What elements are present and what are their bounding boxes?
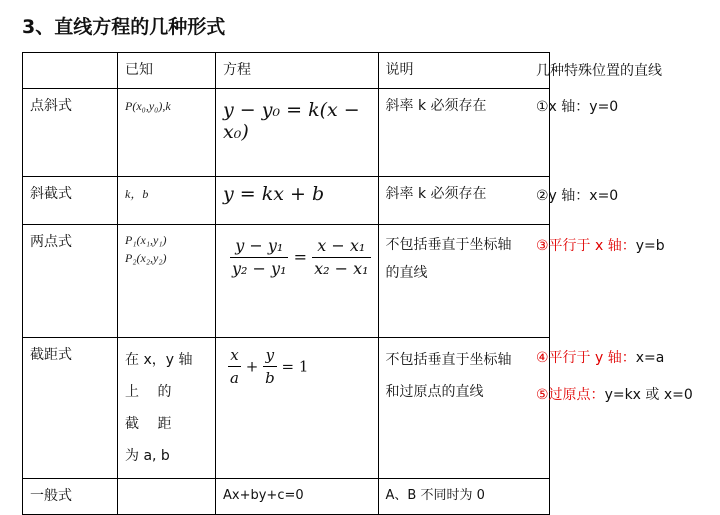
special-item-y-axis: ②y 轴：x=0: [536, 188, 619, 204]
table-row: [23, 177, 550, 225]
row-note: A、B 不同时为 0: [378, 479, 549, 515]
row-known: k，b: [118, 177, 216, 225]
row-equation: y = kx + b: [216, 177, 379, 225]
row-name: 点斜式: [23, 89, 118, 177]
two-point-right-fraction: $\frac{\text{x − x₁}}{\text{x₂ − x₁}}$: [314, 236, 369, 278]
known-point-1: P₁(x₁,y₁): [125, 233, 167, 247]
header-empty: [23, 53, 118, 89]
header-equation: 方程: [216, 53, 379, 89]
row-equation: Ax+by+c=0: [216, 479, 379, 515]
table-row: [23, 338, 550, 479]
row-equation: $\frac{\text{y − y₁}}{\text{y₂ − y₁}}$ = $\frac{\text{x − x₁}}{\text{x₂ − x₁}}$: [216, 225, 379, 338]
row-note: 不包括垂直于坐标轴 的直线: [378, 225, 549, 338]
row-known: 在 x，y 轴 上 的 截 距 为 a, b: [118, 338, 216, 479]
row-note: 斜率 k 必须存在: [378, 89, 549, 177]
header-known: 已知: [118, 53, 216, 89]
line-equation-table: [22, 52, 550, 515]
section-title: 3、直线方程的几种形式: [22, 16, 226, 38]
two-point-left-fraction: $\frac{\text{y − y₁}}{\text{y₂ − y₁}}$: [232, 236, 287, 278]
special-item-parallel-x: ③平行于 x 轴：y=b: [536, 238, 665, 254]
table-row: [23, 225, 550, 338]
row-name: 截距式: [23, 338, 118, 479]
intercept-y-fraction: $\frac{y}{b}$: [265, 346, 275, 387]
row-name: 斜截式: [23, 177, 118, 225]
row-note: 斜率 k 必须存在: [378, 177, 549, 225]
row-name: 两点式: [23, 225, 118, 338]
row-equation: $\frac{x}{a}$ + $\frac{y}{b}$ = 1: [216, 338, 379, 479]
row-known: P(x₀,y₀),k: [118, 89, 216, 177]
table-row: [23, 89, 550, 177]
known-point-2: P₂(x₂,y₂): [125, 251, 167, 265]
row-name: 一般式: [23, 479, 118, 515]
row-known: [118, 225, 216, 338]
special-item-parallel-y: ④平行于 y 轴：x=a: [536, 350, 665, 366]
row-note: 不包括垂直于坐标轴 和过原点的直线: [378, 338, 549, 479]
intercept-x-fraction: $\frac{x}{a}$: [230, 346, 239, 387]
special-item-x-axis: ①x 轴：y=0: [536, 99, 619, 115]
special-item-origin: ⑤过原点：y=kx 或 x=0: [536, 387, 693, 403]
header-note: 说明: [378, 53, 549, 89]
special-lines-header: 几种特殊位置的直线: [536, 63, 662, 79]
row-equation: y − y₀ = k(x − x₀): [216, 89, 379, 177]
table-row: [23, 479, 550, 515]
table-header-row: [23, 53, 550, 89]
row-known: [118, 479, 216, 515]
